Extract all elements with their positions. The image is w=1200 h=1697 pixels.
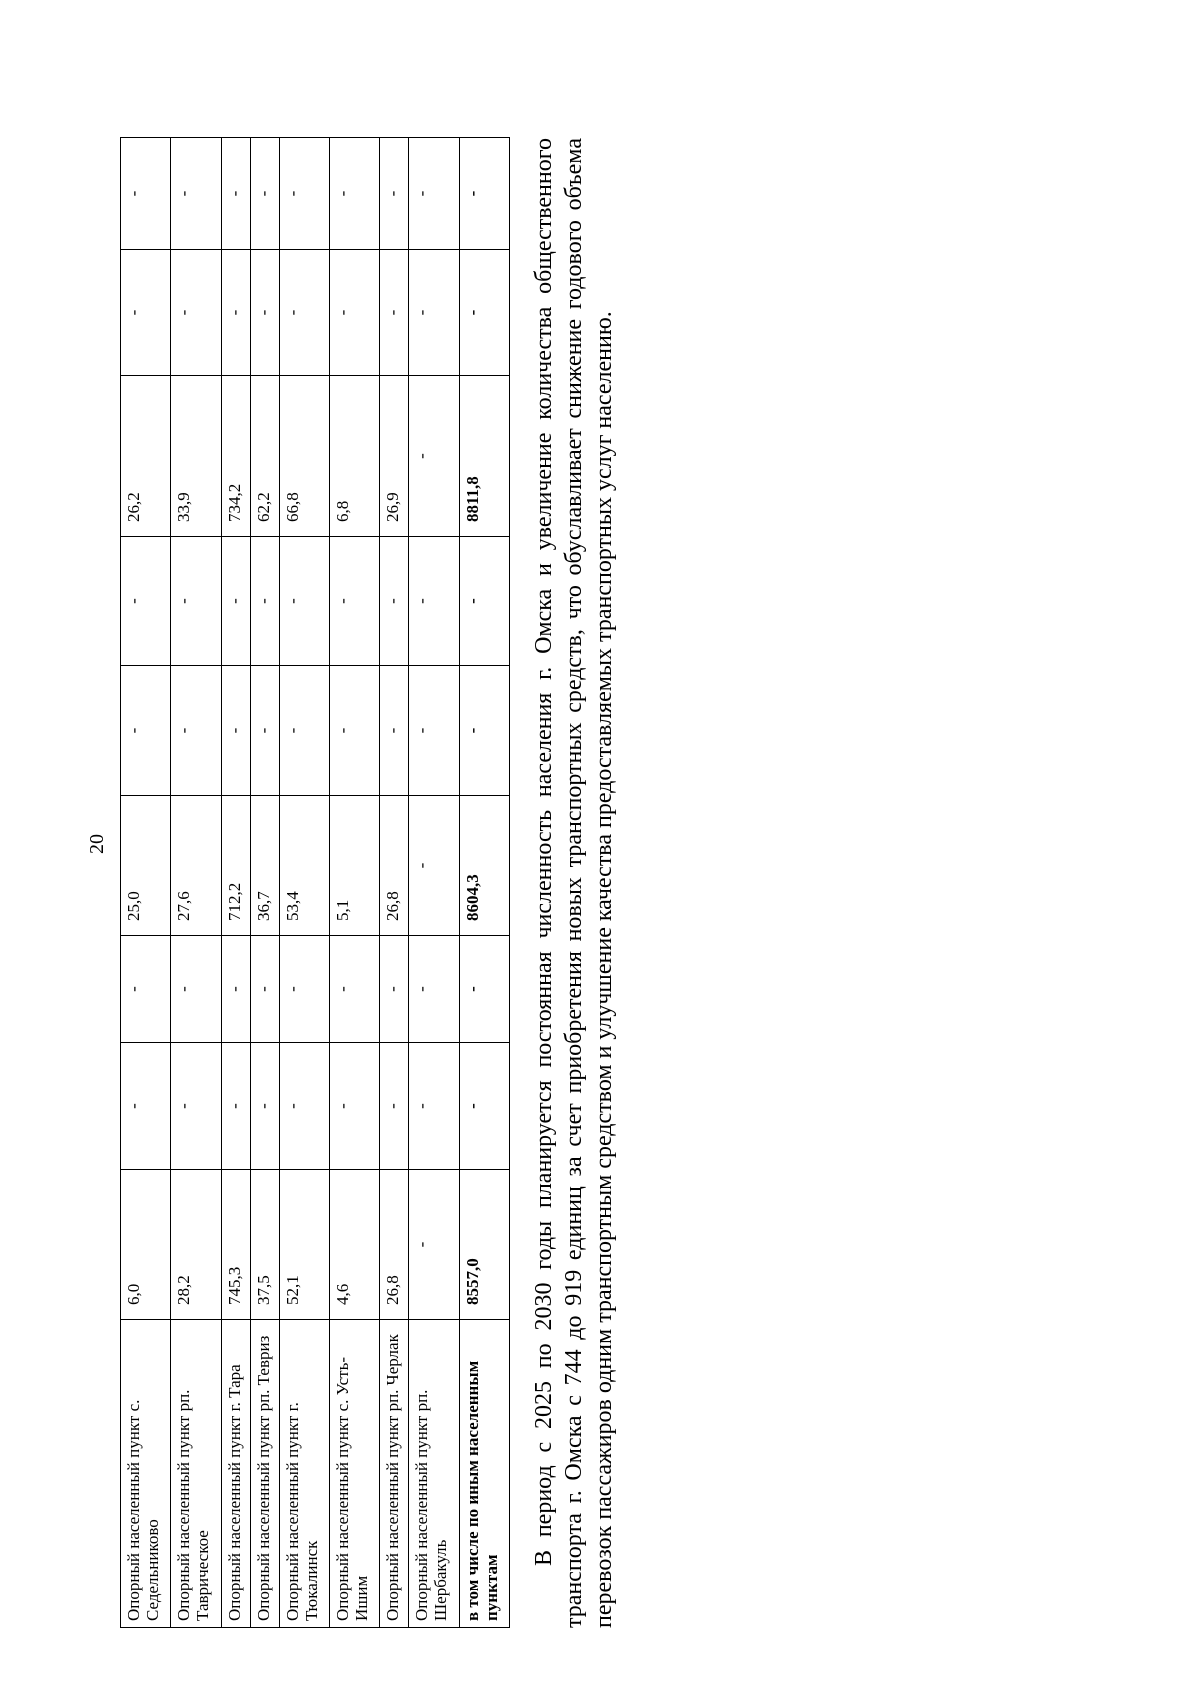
- table-cell: -: [171, 936, 221, 1043]
- table-cell: -: [409, 376, 459, 537]
- table-cell: -: [171, 666, 221, 796]
- table-row: [409, 138, 459, 1628]
- table-cell: -: [121, 666, 171, 796]
- table-cell: -: [459, 936, 509, 1043]
- table-row: [171, 138, 221, 1628]
- row-label: Опорный населенный пункт г. Тюкалинск: [279, 1320, 329, 1628]
- table-cell: 8811,8: [459, 376, 509, 537]
- table-cell: -: [279, 936, 329, 1043]
- table-cell: 745,3: [221, 1170, 250, 1320]
- table-cell: -: [329, 537, 379, 666]
- table-cell: -: [121, 936, 171, 1043]
- page-number: 20: [86, 834, 108, 854]
- table-cell: 5,1: [329, 796, 379, 936]
- table-cell: 52,1: [279, 1170, 329, 1320]
- table-cell: -: [121, 138, 171, 250]
- table-cell: 734,2: [221, 376, 250, 537]
- table-cell: -: [459, 138, 509, 250]
- row-label: в том числе по иным населенным пунктам: [459, 1320, 509, 1628]
- table-cell: -: [459, 537, 509, 666]
- table-cell: -: [409, 666, 459, 796]
- table-cell: -: [250, 1043, 279, 1170]
- table-cell: -: [409, 250, 459, 376]
- table-cell: 28,2: [171, 1170, 221, 1320]
- table-cell: -: [250, 936, 279, 1043]
- table-row: [221, 138, 250, 1628]
- table-cell: -: [380, 1043, 409, 1170]
- table-cell: -: [459, 666, 509, 796]
- table-cell: -: [380, 666, 409, 796]
- table-cell: -: [279, 666, 329, 796]
- table-cell: -: [121, 537, 171, 666]
- table-cell: -: [250, 138, 279, 250]
- table-cell: -: [329, 250, 379, 376]
- table-cell: -: [329, 666, 379, 796]
- row-label: Опорный населенный пункт рп. Шербакуль: [409, 1320, 459, 1628]
- row-label: Опорный населенный пункт с. Усть-Ишим: [329, 1320, 379, 1628]
- table-cell: -: [459, 250, 509, 376]
- table-cell: -: [409, 936, 459, 1043]
- table-cell: 36,7: [250, 796, 279, 936]
- table-cell: 33,9: [171, 376, 221, 537]
- table-cell: -: [250, 250, 279, 376]
- data-table: [120, 137, 510, 1628]
- table-cell: -: [121, 250, 171, 376]
- table-cell: -: [409, 1043, 459, 1170]
- table-cell: 6,8: [329, 376, 379, 537]
- table-cell: -: [279, 250, 329, 376]
- table-cell: 25,0: [121, 796, 171, 936]
- table-cell: -: [250, 537, 279, 666]
- table-cell: -: [171, 138, 221, 250]
- table-cell: -: [221, 537, 250, 666]
- table-cell: -: [221, 1043, 250, 1170]
- table-row: [329, 138, 379, 1628]
- table-cell: -: [221, 666, 250, 796]
- table-cell: 37,5: [250, 1170, 279, 1320]
- table-row: [279, 138, 329, 1628]
- table-cell: -: [329, 1043, 379, 1170]
- table-row: [121, 138, 171, 1628]
- table-cell: 712,2: [221, 796, 250, 936]
- row-label: Опорный населенный пункт рп. Таврическое: [171, 1320, 221, 1628]
- table-cell: -: [171, 1043, 221, 1170]
- table-cell: 53,4: [279, 796, 329, 936]
- table-cell: -: [409, 138, 459, 250]
- table-cell: -: [279, 138, 329, 250]
- table-cell: -: [250, 666, 279, 796]
- table-cell: -: [171, 250, 221, 376]
- body-paragraph: В период с 2025 по 2030 годы планируется постоянная численность населения г. Омска и увеличение количества общественного транспорта г. Омска с 744 до 919 единиц за счет приобретения новых транспортных средств, что обуславливает снижение годового объема перевозок пассажиров одним транспортным средством и улучшение качества предоставляемых транспортных услуг населению.: [531, 138, 617, 1628]
- table-row: [459, 138, 509, 1628]
- table-cell: 27,6: [171, 796, 221, 936]
- table-cell: -: [279, 537, 329, 666]
- table-cell: -: [121, 1043, 171, 1170]
- table-row: [250, 138, 279, 1628]
- table-cell: -: [409, 796, 459, 936]
- table-cell: 26,8: [380, 1170, 409, 1320]
- table-cell: -: [409, 1170, 459, 1320]
- table-cell: -: [221, 936, 250, 1043]
- table-cell: 8557,0: [459, 1170, 509, 1320]
- table-cell: -: [279, 1043, 329, 1170]
- row-label: Опорный населенный пункт с. Седельниково: [121, 1320, 171, 1628]
- table-cell: -: [409, 537, 459, 666]
- row-label: Опорный населенный пункт рп. Черлак: [380, 1320, 409, 1628]
- table-cell: -: [329, 138, 379, 250]
- table-cell: -: [221, 138, 250, 250]
- table-cell: 26,2: [121, 376, 171, 537]
- row-label: Опорный населенный пункт рп. Тевриз: [250, 1320, 279, 1628]
- table-cell: -: [380, 537, 409, 666]
- rotated-content: [120, 138, 700, 1628]
- table-cell: -: [380, 138, 409, 250]
- table-cell: 26,8: [380, 796, 409, 936]
- table-cell: -: [221, 250, 250, 376]
- table-cell: -: [380, 250, 409, 376]
- row-label: Опорный населенный пункт г. Тара: [221, 1320, 250, 1628]
- table-cell: 6,0: [121, 1170, 171, 1320]
- table-cell: -: [329, 936, 379, 1043]
- table-cell: 66,8: [279, 376, 329, 537]
- table-row: [380, 138, 409, 1628]
- table-cell: 26,9: [380, 376, 409, 537]
- table-cell: 8604,3: [459, 796, 509, 936]
- table-cell: 4,6: [329, 1170, 379, 1320]
- table-cell: -: [459, 1043, 509, 1170]
- table-cell: -: [380, 936, 409, 1043]
- table-cell: 62,2: [250, 376, 279, 537]
- table-cell: -: [171, 537, 221, 666]
- table-body: [121, 138, 510, 1628]
